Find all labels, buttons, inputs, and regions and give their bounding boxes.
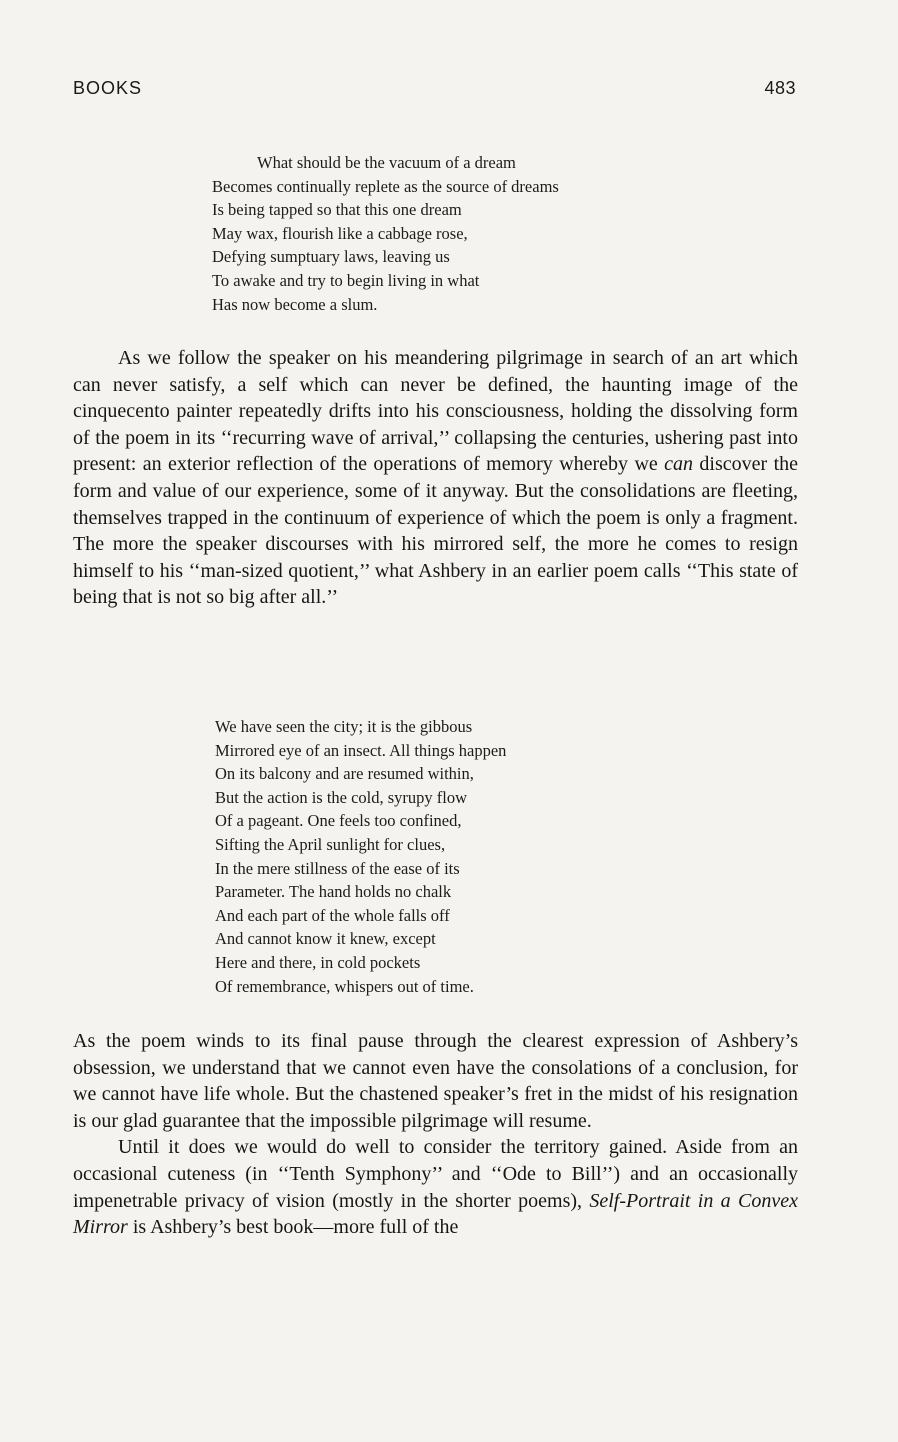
body-paragraph — [73, 1134, 798, 1240]
poem-line: May wax, flourish like a cabbage rose, — [212, 223, 468, 243]
body-paragraph: As the poem winds to its final pause through the clearest expression of Ashbery’s obsession, we understand that we cannot even have the consolations of a conclusion, for we cannot have life whole. But the chastened speaker’s fret in the midst of his resignation is our glad guarantee that the impossible pilgrimage will resume. — [73, 1030, 798, 1132]
paragraph-text: is Ashbery’s best book—more full of the — [127, 1216, 459, 1239]
poem-line: Defying sumptuary laws, leaving us — [212, 247, 450, 267]
poem-line: Sifting the April sunlight for clues, — [215, 834, 446, 854]
paragraph-text: Until it does we would do well to consider the territory gained. Aside from an occasional cuteness (in ‘‘Tenth Symphony’’ and ‘‘Ode to Bill’’) and an occasionally impenetrable privacy of vision (mostly in the shorter poems), — [73, 1136, 798, 1212]
poem-line: We have seen the city; it is the gibbous — [215, 717, 473, 736]
poem-line: Of a pageant. One feels too confined, — [215, 811, 462, 831]
poem-line: Parameter. The hand holds no chalk — [215, 882, 452, 902]
poem-line: Here and there, in cold pockets — [215, 952, 421, 972]
poem-line: Has now become a slum. — [212, 294, 378, 314]
poem-excerpt-2 — [215, 715, 506, 998]
emphasized-word: can — [664, 453, 694, 476]
paragraph-text: As we follow the speaker on his meandering pilgrimage in search of an art which can never satisfy, a self which can never be defined, the haunting image of the cinquecento painter repeatedly drifts into his consciousness, holding the dissolving form of the poem in its ‘‘recurring wave of arrival,’’ collapsing the centuries, ushering past into present: an exterior reflection of the operations of memory whereby we — [73, 347, 798, 476]
poem-line: Of remembrance, whispers out of time. — [215, 976, 474, 996]
paragraph-text: discover the form and value of our experience, some of it anyway. But the consolidations are fleeting, themselves trapped in the continuum of experience of which the poem is only a fragment. The more the speaker discourses with his mirrored self, the more he comes to resign himself to his ‘‘man-sized quotient,’’ what Ashbery in an earlier poem calls ‘‘This state of being that is not so big after all.’’ — [73, 453, 799, 609]
poem-line: What should be the vacuum of a dream — [257, 153, 516, 172]
poem-excerpt-1 — [212, 151, 559, 316]
poem-line: On its balcony and are resumed within, — [215, 764, 474, 784]
poem-line: And each part of the whole falls off — [215, 905, 450, 925]
running-head — [73, 78, 796, 102]
poem-line: To awake and try to begin living in what — [212, 270, 480, 290]
body-paragraph — [73, 345, 798, 611]
book-title: Self-Portrait in a Convex Mirror — [73, 1189, 798, 1239]
poem-line: Is being tapped so that this one dream — [212, 200, 462, 220]
prose-block-1 — [73, 345, 798, 611]
poem-line: Mirrored eye of an insect. All things happen — [215, 740, 507, 760]
section-title: BOOKS — [73, 78, 143, 98]
poem-line: But the action is the cold, syrupy flow — [215, 787, 468, 807]
poem-line: In the mere stillness of the ease of its — [215, 858, 460, 878]
poem-line: Becomes continually replete as the source of dreams — [212, 176, 559, 196]
page-number: 483 — [764, 78, 796, 98]
poem-line: And cannot know it knew, except — [215, 929, 436, 949]
prose-block-2 — [73, 1028, 798, 1241]
